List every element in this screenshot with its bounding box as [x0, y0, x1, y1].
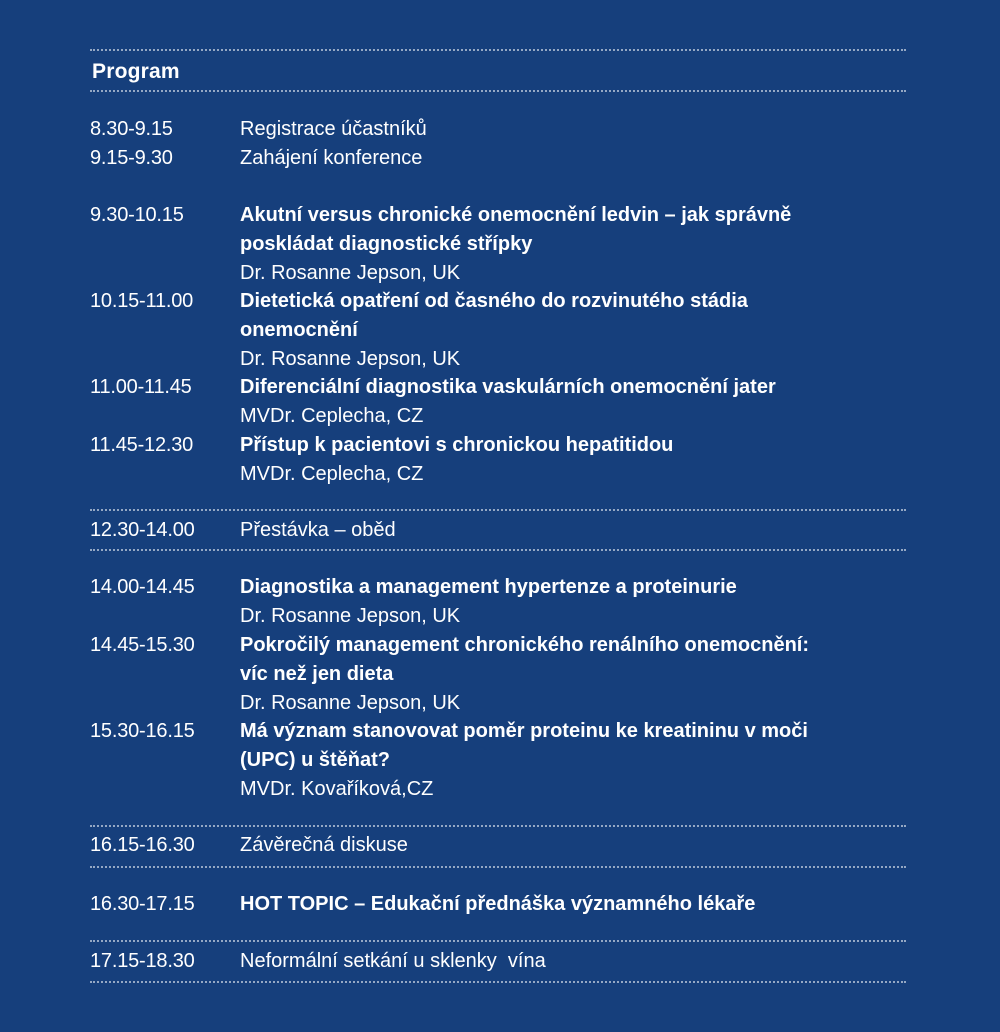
item-content: [240, 717, 900, 804]
program-panel: [90, 0, 906, 1032]
item-time: 9.15-9.30: [90, 147, 173, 169]
divider-informal-top: [90, 940, 906, 942]
item-content: [240, 431, 900, 489]
divider-discussion-bottom: [90, 866, 906, 868]
lecture-speaker: Dr. Rosanne Jepson, UK: [240, 692, 461, 714]
lecture-speaker: MVDr. Ceplecha, CZ: [240, 405, 424, 427]
lecture-speaker: MVDr. Ceplecha, CZ: [240, 463, 424, 485]
lecture-title-line: poskládat diagnostické střípky: [240, 233, 533, 255]
item-time: 11.45-12.30: [90, 434, 194, 456]
lecture-title-line: Dietetická opatření od časného do rozvinutého stádia: [240, 290, 748, 312]
item-content: [240, 831, 900, 860]
lecture-speaker: Dr. Rosanne Jepson, UK: [240, 262, 461, 284]
item-content: [240, 115, 900, 144]
item-content: [240, 573, 900, 631]
item-time: 16.15-16.30: [90, 834, 195, 856]
lecture-title-line: Diferenciální diagnostika vaskulárních onemocnění jater: [240, 376, 776, 398]
lecture-title-line: onemocnění: [240, 319, 358, 341]
lecture-title-line: Akutní versus chronické onemocnění ledvin – jak správně: [240, 204, 792, 226]
item-time: 11.00-11.45: [90, 376, 192, 398]
item-time: 15.30-16.15: [90, 720, 195, 742]
item-time: 12.30-14.00: [90, 519, 195, 541]
item-time: 14.00-14.45: [90, 576, 195, 598]
item-content: [240, 516, 900, 545]
item-time: 17.15-18.30: [90, 950, 195, 972]
lecture-speaker: Dr. Rosanne Jepson, UK: [240, 605, 461, 627]
item-content: [240, 373, 900, 431]
divider-top: [90, 49, 906, 51]
divider-discussion-top: [90, 825, 906, 827]
item-text: Zahájení konference: [240, 147, 423, 169]
lecture-title-line: Diagnostika a management hypertenze a proteinurie: [240, 576, 737, 598]
item-text: Přestávka – oběd: [240, 519, 396, 541]
item-content: [240, 947, 900, 976]
divider-lunch-bottom: [90, 549, 906, 551]
item-content: [240, 144, 900, 173]
lecture-title-line: Má význam stanovovat poměr proteinu ke kreatininu v moči: [240, 720, 808, 742]
divider-heading: [90, 90, 906, 92]
lecture-title-line: víc než jen dieta: [240, 663, 394, 685]
item-time: 14.45-15.30: [90, 634, 195, 656]
lecture-title-line: Přístup k pacientovi s chronickou hepatitidou: [240, 434, 674, 456]
lecture-title-line: (UPC) u štěňat?: [240, 749, 390, 771]
divider-bottom: [90, 981, 906, 983]
lecture-speaker: MVDr. Kovaříková,CZ: [240, 778, 434, 800]
item-time: 10.15-11.00: [90, 290, 194, 312]
lecture-speaker: Dr. Rosanne Jepson, UK: [240, 348, 461, 370]
item-text: Neformální setkání u sklenky vína: [240, 950, 546, 972]
item-text: Registrace účastníků: [240, 118, 427, 140]
divider-lunch-top: [90, 509, 906, 511]
item-content: [240, 287, 900, 374]
program-heading: Program: [92, 60, 180, 83]
item-content: [240, 890, 900, 919]
item-text: Závěrečná diskuse: [240, 834, 408, 856]
item-content: [240, 201, 900, 288]
item-time: 16.30-17.15: [90, 893, 195, 915]
lecture-title-line: Pokročilý management chronického renálního onemocnění:: [240, 634, 810, 656]
item-time: 9.30-10.15: [90, 204, 184, 226]
item-content: [240, 631, 900, 718]
item-time: 8.30-9.15: [90, 118, 173, 140]
lecture-title-line: HOT TOPIC – Edukační přednáška významného lékaře: [240, 893, 756, 915]
